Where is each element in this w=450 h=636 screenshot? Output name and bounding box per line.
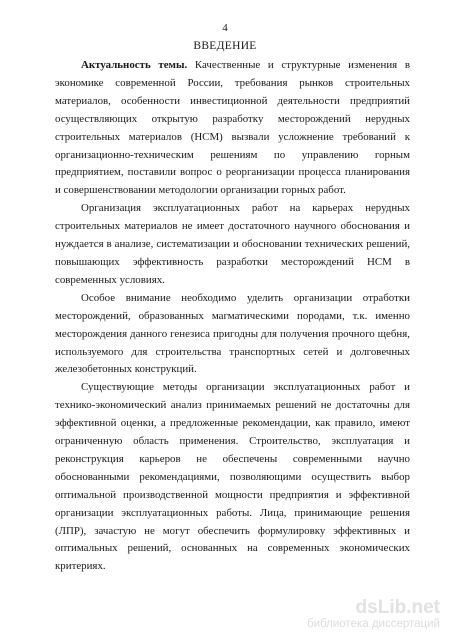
document-body <box>55 57 410 576</box>
watermark <box>290 598 440 631</box>
paragraph-organization: Организация эксплуатационных работ на карьерах нерудных строительных материалов не имеет достаточного научного обоснования и нуждается в анализе, систематизации и обосновании технических решений, повышающих эффективность разработки месторождений НСМ в современных условиях. <box>55 202 410 286</box>
relevance-lead: Актуальность темы. <box>81 59 188 71</box>
relevance-text: Качественные и структурные изменения в экономике современной России, требования рынков строительных материалов, особенности инвестиционной деятельности предприятий осуществляющих открытую разработку месторождений нерудных строительных материалов (НСМ) вызвали усложнение требований к организационно-техническим решениям по управлению горным предприятием, поставили вопрос о реорганизации процесса планирования и совершенствовании методологии организации горных работ. <box>55 59 410 197</box>
section-heading: ВВЕДЕНИЕ <box>193 40 257 52</box>
watermark-logo: dsLib.net <box>355 597 440 618</box>
paragraph-attention: Особое внимание необходимо уделить организации отработки месторождений, образованных магматическими породами, т.к. именно месторождения данного генезиса пригодны для получения прочного щебня, используемого для строительства транспортных сетей и долговечных железобетонных конструкций. <box>55 291 410 376</box>
page-number: 4 <box>222 22 228 34</box>
watermark-subtitle: библиотека диссертаций <box>307 618 440 630</box>
paragraph-relevance <box>55 57 410 200</box>
paragraph-methods: Существующие методы организации эксплуатационных работ и технико-экономический анализ принимаемых решений не достаточны для эффективной оценки, а предложенные рекомендации, как правило, имеют ограниченную область применения. Строительство, эксплуатация и реконструкция карьеров не обеспечены современными научно обоснованными рекомендациями, позволяющими осуществить выбор оптимальной производственной мощности предприятия и эффективной организации эксплуатационных работы. Лица, принимающие решения (ЛПР), зачастую не могут обеспечить формулировку эффективных и оптимальных решений, основанных на современных экономических критериях. <box>55 381 410 573</box>
